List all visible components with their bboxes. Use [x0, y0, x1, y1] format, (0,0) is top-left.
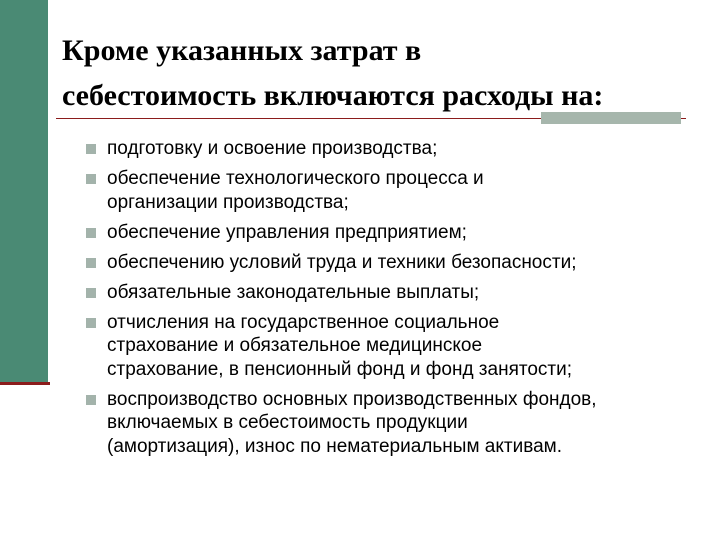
bullet-text: [107, 388, 696, 459]
bullet-item: [86, 221, 696, 245]
bullet-text: [107, 281, 696, 305]
square-bullet-icon: [86, 258, 96, 268]
bullet-text-line: включаемых в себестоимость продукции: [107, 412, 468, 433]
slide-title: [62, 28, 702, 118]
square-bullet-icon: [86, 228, 96, 238]
square-bullet-icon: [86, 288, 96, 298]
bullet-text-line: обеспечению условий труда и техники безопасности;: [107, 251, 577, 273]
square-bullet-icon: [86, 174, 96, 184]
bullet-text-line: отчисления на государственное социальное: [107, 311, 500, 333]
side-accent-bar-underline: [0, 382, 50, 385]
bullet-text-line: обеспечение управления предприятием;: [107, 221, 467, 243]
bullet-text-line: обеспечение технологического процесса и: [107, 168, 484, 189]
bullet-text: [107, 221, 696, 245]
bullet-text: [107, 251, 696, 275]
title-accent-block: [541, 112, 681, 124]
bullet-text-line: страхование, в пенсионный фонд и фонд занятости;: [107, 358, 573, 380]
square-bullet-icon: [86, 144, 96, 154]
bullet-item: [86, 167, 696, 214]
bullet-item: [86, 311, 696, 382]
bullet-text-line: страхование и обязательное медицинское: [107, 335, 483, 356]
bullet-text: [107, 167, 696, 214]
square-bullet-icon: [86, 318, 96, 328]
bullet-text-line: подготовку и освоение производства;: [107, 138, 438, 159]
bullet-text: [107, 311, 696, 382]
bullet-text-line: обязательные законодательные выплаты;: [107, 281, 480, 303]
bullet-item: [86, 137, 696, 161]
bullet-item: [86, 388, 696, 459]
slide-title-line: себестоимость включаются расходы на:: [62, 79, 604, 112]
square-bullet-icon: [86, 395, 96, 405]
bullet-item: [86, 251, 696, 275]
bullet-text: [107, 137, 696, 161]
bullet-text-line: (амортизация), износ по нематериальным активам.: [107, 435, 562, 457]
bullet-text-line: организации производства;: [107, 191, 349, 213]
bullet-item: [86, 281, 696, 305]
bullet-list: [86, 137, 696, 465]
slide-title-line: Кроме указанных затрат в: [62, 34, 422, 67]
side-accent-bar: [0, 0, 48, 383]
bullet-text-line: воспроизводство основных производственных фондов,: [107, 388, 597, 410]
